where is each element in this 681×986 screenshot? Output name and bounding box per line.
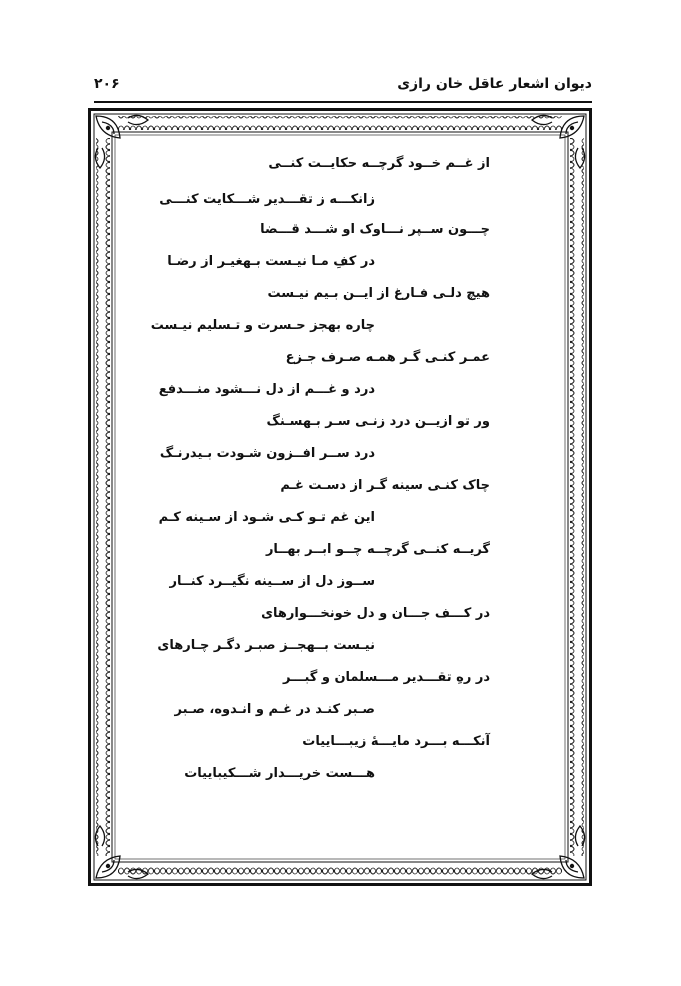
header-rule [94,101,592,103]
verse-line: هـــست خریـــدار شـــکیباییات [184,766,375,781]
verse-line: نیـست بــهجــز صبـر دگـر چـارهای [157,638,375,653]
verse-line: این غم تـو کـی شـود از سـینه کـم [158,510,375,525]
verse-line: چاک کنـی سینه گـر از دسـت غـم [280,478,490,493]
page-number: ۲۰۶ [94,76,120,92]
verse-line: صـبر کنـد در غـم و انـدوه، صـبر [174,702,375,717]
verse-line: آنکـــه بـــرد مایـــهٔ زیبـــاییات [302,734,490,749]
verse-line: درد و غـــم از دل نـــشود منـــدفع [158,382,375,397]
verse-line: ور تو ازیــن درد زنـی سـر بـهسـنگ [266,414,490,429]
verse-line: چـــون ســپر نـــاوک او شـــد قـــضا [260,222,490,237]
verse-line: هیچ دلـی فـارغ از ایــن بـیم نیـست [267,286,490,301]
book-title: دیوان اشعار عاقل خان رازی [397,76,592,92]
verse-line: در کفِ مـا نیـست بـهغیـر از رضـا [167,254,375,269]
verse-line: در رهِ تقـــدیر مـــسلمان و گبـــر [283,670,490,685]
verse-line: از غــم خــود گرچــه حکایــت کنــی [268,156,490,171]
running-head [94,74,592,100]
verse-line: چاره بهجز حـسرت و تـسلیم نیـست [150,318,375,333]
verse-line: درد ســر افــزون شـودت بـیدرنـگ [159,446,375,461]
verse-line: عمـر کنـی گـر همـه صـرف جـزع [285,350,490,365]
verse-line: در کـــف جـــان و دل خونخـــوارهای [261,606,490,621]
verse-line: گریــه کنــی گرچــه چــو ابــر بهــار [265,542,490,557]
verse-line: ســوز دل از ســینه نگیــرد کنــار [169,574,375,589]
verse-line: زانکـــه ز تقـــدیر شـــکایت کنـــی [159,192,375,207]
